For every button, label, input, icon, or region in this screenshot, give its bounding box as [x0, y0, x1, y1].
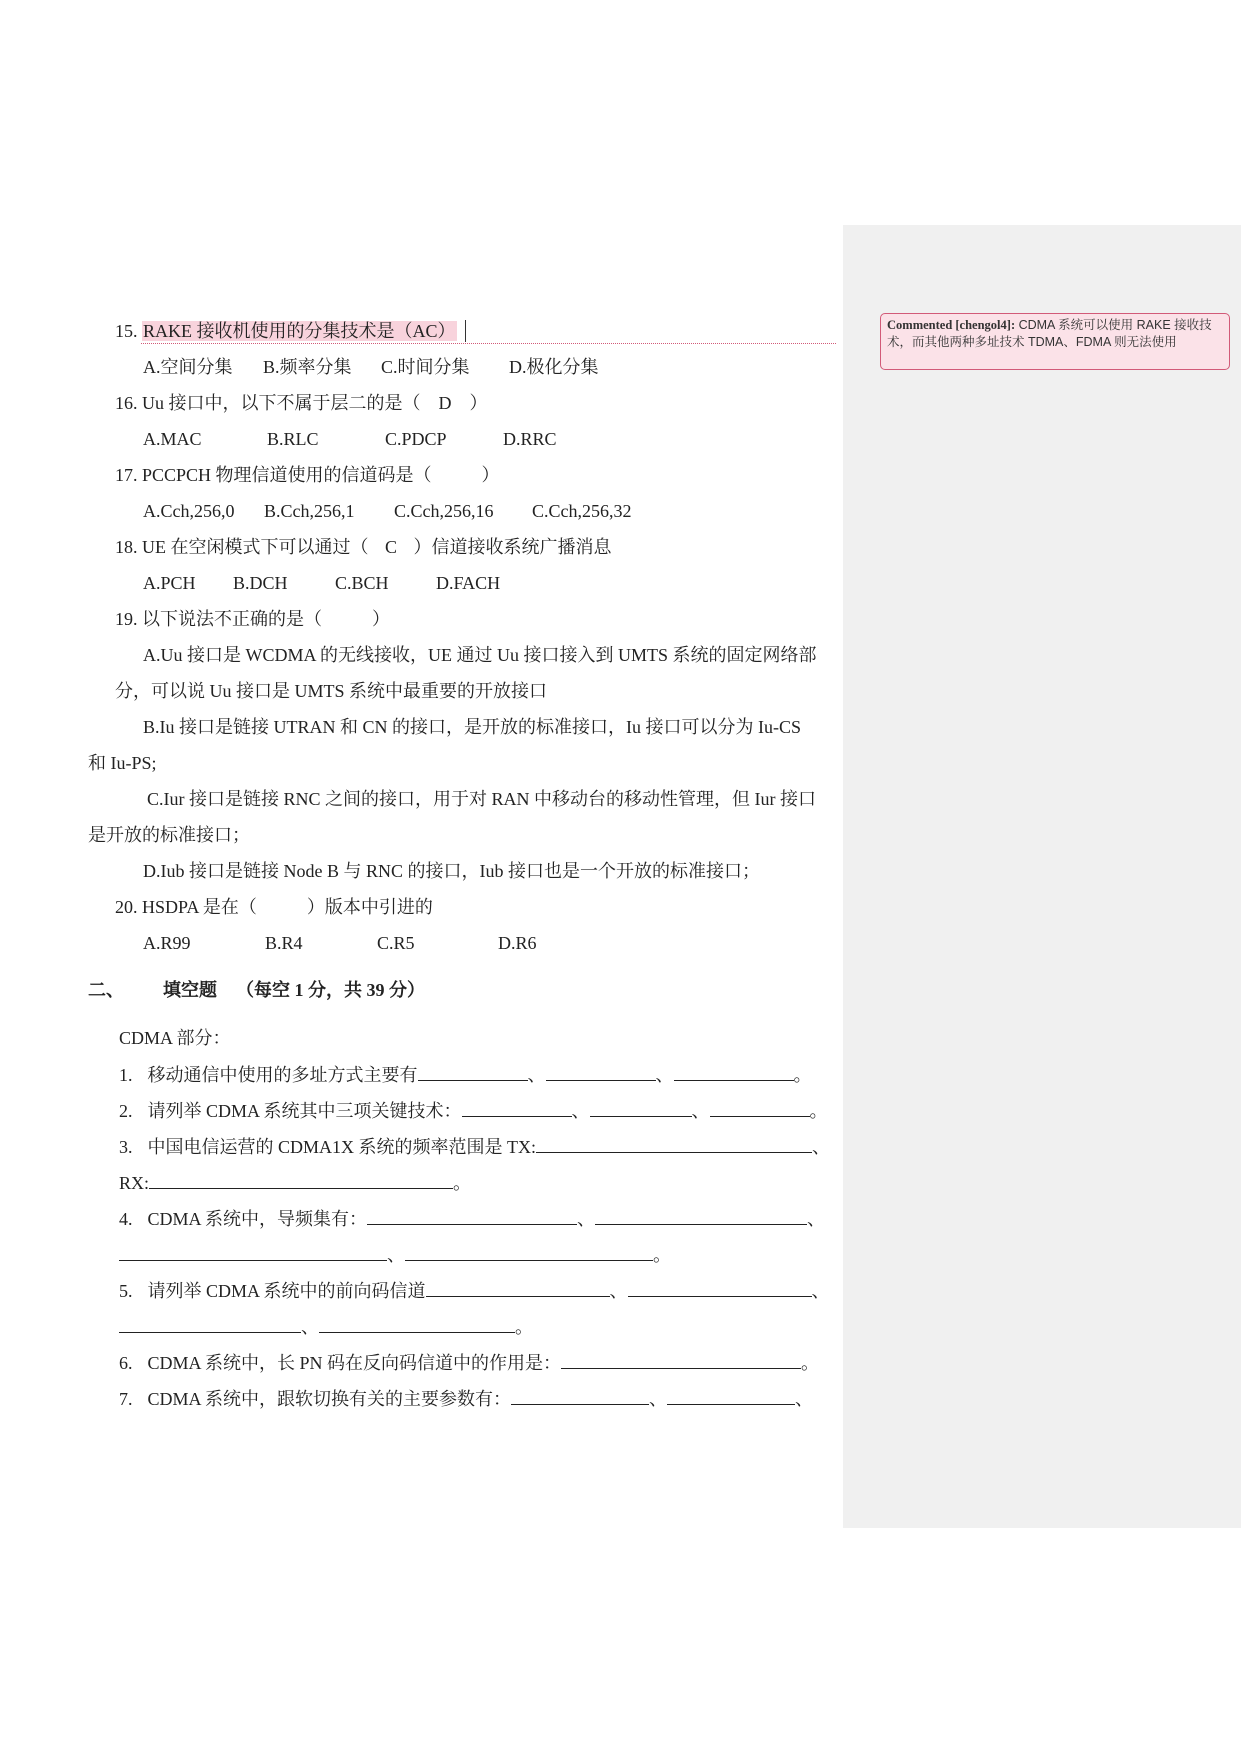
question-text: CDMA 系统中，长 PN 码在反向码信道中的作用是：	[147, 1353, 562, 1373]
question-number: 3.	[119, 1137, 133, 1157]
section-scoring: （每空 1 分，共 39 分）	[236, 980, 425, 1000]
question-stem: 20. HSDPA 是在（	[115, 897, 257, 917]
question-text: CDMA 系统中，跟软切换有关的主要参数有：	[147, 1389, 512, 1409]
answer-blank[interactable]	[119, 1242, 387, 1261]
q18-option-b: B.DCH	[233, 573, 288, 593]
question-number: 6.	[119, 1353, 133, 1373]
q17-option-a: A.Cch,256,0	[143, 501, 235, 521]
answer-blank[interactable]	[561, 1350, 801, 1369]
answer-blank[interactable]	[511, 1386, 649, 1405]
highlighted-commented-text[interactable]: RAKE 接收机使用的分集技术是（AC）	[143, 321, 456, 341]
answer-blank[interactable]	[674, 1062, 794, 1081]
comment-pane	[843, 225, 1241, 1528]
answer-blank[interactable]	[546, 1062, 656, 1081]
question-stem: 18. UE 在空闲模式下可以通过（	[115, 537, 369, 557]
answer-blank[interactable]	[462, 1098, 572, 1117]
fill-question-4: 4. CDMA 系统中，导频集有： 、 、	[119, 1206, 825, 1231]
q15-option-b: B.频率分集	[263, 357, 352, 377]
answer-blank[interactable]	[319, 1314, 515, 1333]
fill-question-5-cont: 、 。	[119, 1314, 533, 1339]
q16-option-d: D.RRC	[503, 429, 557, 449]
answer-blank[interactable]	[405, 1242, 653, 1261]
q20-option-d: D.R6	[498, 933, 537, 953]
q19-option-d: D.Iub 接口是链接 Node B 与 RNC 的接口，Iub 接口也是一个开放的标准接口；	[143, 861, 760, 881]
q19-option-b-line2: 和 Iu-PS;	[88, 753, 157, 773]
question-stem: 19. 以下说法不正确的是（	[115, 609, 322, 629]
question-18	[115, 535, 612, 559]
q15-option-d: D.极化分集	[509, 357, 599, 377]
q19-option-c-line2: 是开放的标准接口；	[88, 825, 250, 845]
comment-author: Commented [chengol4]:	[887, 318, 1016, 332]
answer: C	[384, 537, 397, 557]
cdma-part-label: CDMA 部分：	[119, 1028, 231, 1048]
answer-blank[interactable]	[590, 1098, 692, 1117]
question-text: 请列举 CDMA 系统中的前向码信道	[147, 1281, 426, 1301]
q17-option-d: C.Cch,256,32	[532, 501, 632, 521]
question-stem-rest: ）版本中引进的	[306, 897, 433, 917]
fill-question-3: 3. 中国电信运营的 CDMA1X 系统的频率范围是 TX: 、	[119, 1134, 830, 1159]
rx-label: RX:	[119, 1173, 150, 1193]
fill-question-5: 5. 请列举 CDMA 系统中的前向码信道 、 、	[119, 1278, 830, 1303]
q18-option-d: D.FACH	[436, 573, 501, 593]
q20-option-a: A.R99	[143, 933, 191, 953]
q19-option-a-line2: 分，可以说 Uu 接口是 UMTS 系统中最重要的开放接口	[115, 681, 548, 701]
fill-question-3-rx: RX: 。	[119, 1170, 471, 1195]
answer-blank[interactable]	[426, 1278, 610, 1297]
q16-option-a: A.MAC	[143, 429, 202, 449]
answer: D	[438, 393, 452, 413]
answer-blank[interactable]	[667, 1386, 795, 1405]
q16-option-c: C.PDCP	[385, 429, 447, 449]
answer-blank[interactable]	[710, 1098, 810, 1117]
bracket-close: ）	[481, 465, 500, 485]
fill-question-1: 1. 移动通信中使用的多址方式主要有 、 、 。	[119, 1062, 812, 1087]
section-2-heading	[88, 978, 425, 1002]
comment-balloon[interactable]	[880, 313, 1230, 370]
fill-question-6: 6. CDMA 系统中，长 PN 码在反向码信道中的作用是： 。	[119, 1350, 819, 1375]
q16-option-b: B.RLC	[267, 429, 319, 449]
tx-answer-blank[interactable]	[536, 1134, 812, 1153]
q20-option-c: C.R5	[377, 933, 415, 953]
rx-answer-blank[interactable]	[149, 1170, 453, 1189]
question-number: 7.	[119, 1389, 133, 1409]
q18-option-a: A.PCH	[143, 573, 196, 593]
question-17	[115, 463, 500, 487]
comment-text: CDMA 系统可以使用 RAKE 接收技术，而其他两种多址技术 TDMA、FDMA 则无法使用	[887, 318, 1212, 349]
fill-question-2: 2. 请列举 CDMA 系统其中三项关键技术： 、 、 。	[119, 1098, 828, 1123]
section-title: 填空题	[163, 980, 217, 1000]
answer-blank[interactable]	[418, 1062, 528, 1081]
answer-blank[interactable]	[595, 1206, 807, 1225]
q15-option-a: A.空间分集	[143, 357, 233, 377]
question-text: 移动通信中使用的多址方式主要有	[147, 1065, 418, 1085]
question-stem: 17. PCCPCH 物理信道使用的信道码是（	[115, 465, 432, 485]
comment-anchor-line	[141, 343, 836, 344]
answer-blank[interactable]	[119, 1314, 301, 1333]
bracket-close: ）	[469, 393, 488, 413]
q20-option-b: B.R4	[265, 933, 303, 953]
q18-option-c: C.BCH	[335, 573, 389, 593]
question-number: 5.	[119, 1281, 133, 1301]
fill-question-7: 7. CDMA 系统中，跟软切换有关的主要参数有： 、 、	[119, 1386, 813, 1411]
comment-range-end	[465, 320, 466, 342]
question-number: 15.	[115, 321, 138, 341]
q19-option-b-line1: B.Iu 接口是链接 UTRAN 和 CN 的接口，是开放的标准接口，Iu 接口可以分为 Iu-CS	[143, 717, 801, 737]
answer-blank[interactable]	[367, 1206, 577, 1225]
q19-option-a-line1: A.Uu 接口是 WCDMA 的无线接收，UE 通过 Uu 接口接入到 UMTS 系统的固定网络部	[143, 645, 817, 665]
q17-option-b: B.Cch,256,1	[264, 501, 355, 521]
question-text: CDMA 系统中，导频集有：	[147, 1209, 368, 1229]
q19-option-c-line1: C.Iur 接口是链接 RNC 之间的接口，用于对 RAN 中移动台的移动性管理，但 Iur 接口	[147, 789, 816, 809]
q17-option-c: C.Cch,256,16	[394, 501, 494, 521]
question-number: 1.	[119, 1065, 133, 1085]
fill-question-4-cont: 、 。	[119, 1242, 671, 1267]
question-stem-rest: ）信道接收系统广播消息	[413, 537, 612, 557]
bracket-close: ）	[372, 609, 390, 629]
section-number: 二、	[88, 980, 124, 1000]
question-number: 4.	[119, 1209, 133, 1229]
question-20	[115, 895, 433, 919]
question-text: 请列举 CDMA 系统其中三项关键技术：	[147, 1101, 462, 1121]
question-stem: 16. Uu 接口中，以下不属于层二的是（	[115, 393, 421, 413]
question-text: 中国电信运营的 CDMA1X 系统的频率范围是 TX:	[147, 1137, 537, 1157]
question-16	[115, 391, 488, 415]
question-15	[115, 319, 457, 343]
answer-blank[interactable]	[628, 1278, 812, 1297]
question-number: 2.	[119, 1101, 133, 1121]
question-19	[115, 607, 390, 631]
q15-option-c: C.时间分集	[381, 357, 470, 377]
